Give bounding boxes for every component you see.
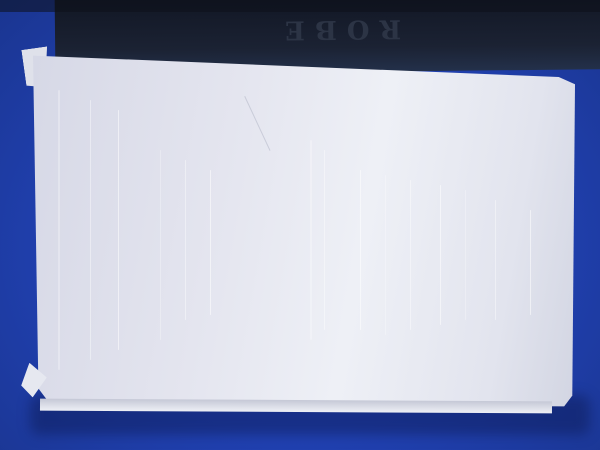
top-shadow <box>0 0 600 12</box>
faint-text-line <box>360 170 361 330</box>
faint-text-line <box>210 170 211 315</box>
faint-text-line <box>385 175 386 335</box>
faint-text-line <box>495 200 496 320</box>
faint-text-line <box>58 90 60 370</box>
faint-text-line <box>410 180 411 330</box>
faint-text-line <box>324 150 325 330</box>
faint-text-line <box>90 100 91 360</box>
faint-text-line <box>530 210 531 315</box>
faint-text-line <box>310 140 312 340</box>
box-lettering: ROBE <box>274 13 402 45</box>
faint-text-line <box>440 185 441 325</box>
faint-text-block <box>40 80 560 380</box>
faint-text-line <box>118 110 119 350</box>
faint-text-line <box>185 160 186 320</box>
faint-text-line <box>160 150 161 340</box>
faint-text-line <box>465 190 466 320</box>
